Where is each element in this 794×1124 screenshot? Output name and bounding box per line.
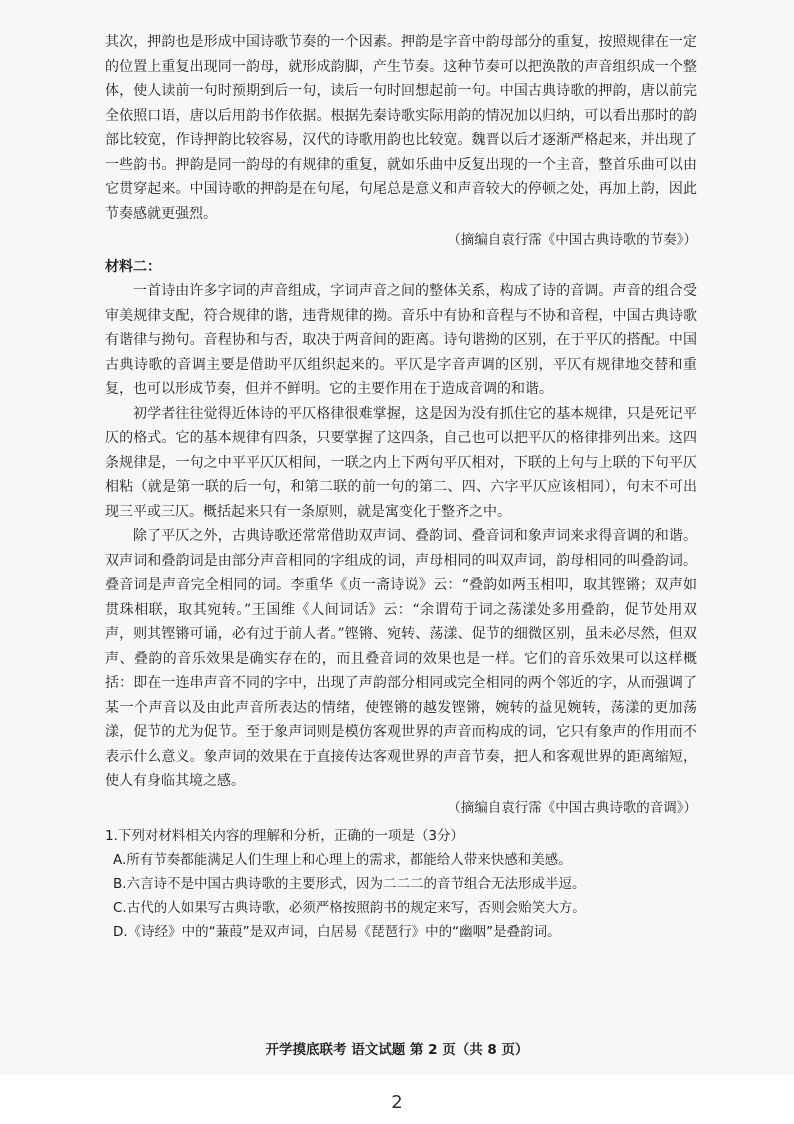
material2-heading: 材料二： (105, 258, 161, 275)
material1-source: （摘编自袁行霈《中国古典诗歌的节奏》） (447, 232, 697, 248)
material2-source: （摘编自袁行霈《中国古典诗歌的音调》） (447, 799, 697, 816)
page-content (105, 30, 697, 944)
question-1-option-d: D.《诗经》中的“蒹葭”是双声词，白居易《琵琶行》中的“幽咽”是叠韵词。 (113, 924, 561, 940)
page-number: 2 (391, 1092, 403, 1113)
question-1-option-c: C.古代的人如果写古典诗歌，必须严格按照韵书的规定来写，否则会贻笑大方。 (113, 900, 586, 916)
material1-paragraph: 其次，押韵也是形成中国诗歌节奏的一个因素。押韵是字音中韵母部分的重复，按照规律在一定的位置上重复出现同一韵母，就形成韵脚，产生节奏。这种节奏可以把涣散的声音组织成一个整体，使人读前一句时预期到后一句，读后一句时回想起前一句。中国古典诗歌的押韵，唐以前完全依照口语，唐以后用韵书作依据。根据先秦诗歌实际用韵的情况加以归纳，可以看出那时的韵部比较宽，作诗押韵比较容易，汉代的诗歌用韵也比较宽。魏晋以后才逐渐严格起来，并出现了一些韵书。押韵是同一韵母的有规律的重复，就如乐曲中反复出现的一个主音，整首乐曲可以由它贯穿起来。中国诗歌的押韵是在句尾，句尾总是意义和声音较大的停顿之处，再加上韵，因此节奏感就更强烈。 (105, 34, 697, 222)
material2-paragraph-2: 初学者往往觉得近体诗的平仄格律很难掌握，这是因为没有抓住它的基本规律，只是死记平仄的格式。它的基本规律有四条，只要掌握了这四条，自己也可以把平仄的格律排列出来。这四条规律是，一句之中平平仄仄相间，一联之内上下两句平仄相对，下联的上句与上联的下句平仄相粘（就是第一联的后一句，和第二联的前一句的第二、四、六字平仄应该相同），句末不可出现三平或三仄。概括起来只有一条原则，就是寓变化于整齐之中。 (105, 405, 697, 520)
question-1-stem: 1.下列对材料相关内容的理解和分析，正确的一项是（3分） (105, 828, 464, 844)
material2-paragraph-3: 除了平仄之外，古典诗歌还常常借助双声词、叠韵词、叠音词和象声词来求得音调的和谐。双声词和叠韵词是由部分声音相同的字组成的词，声母相同的叫双声词，韵母相同的叫叠韵词。叠音词是声音完全相同的词。李重华《贞一斋诗说》云：“叠韵如两玉相叩，取其铿锵；双声如贯珠相联，取其宛转。”王国维《人间词话》云：“余谓苟于词之荡漾处多用叠韵，促节处用双声，则其铿锵可诵，必有过于前人者。”铿锵、宛转、荡漾、促节的细微区别，虽未必尽然，但双声、叠韵的音乐效果是确实存在的，而且叠音词的效果也是一样。它们的音乐效果可以这样概括：即在一连串声音不同的字中，出现了声韵部分相同或完全相同的两个邻近的字，从而强调了某一个声音以及由此声音所表达的情绪，使铿锵的越发铿锵，婉转的益见婉转，荡漾的更加荡漾，促节的尤为促节。至于象声词则是模仿客观世界的声音而构成的词，它只有象声的作用而不表示什么意义。象声词的效果在于直接传达客观世界的声音节奏，把人和客观世界的距离缩短，使人有身临其境之感。 (105, 528, 697, 789)
page-footer: 开学摸底联考 语文试题 第 2 页（共 8 页） (265, 1042, 529, 1058)
material2-paragraph-1: 一首诗由许多字词的声音组成，字词声音之间的整体关系，构成了诗的音调。声音的组合受审美规律支配，符合规律的谐，违背规律的拗。音乐中有协和音程与不协和音程，中国古典诗歌有谐律与拗句。音程协和与否，取决于两音间的距离。诗句谐拗的区别，在于平仄的搭配。中国古典诗歌的音调主要是借助平仄组织起来的。平仄是字音声调的区别，平仄有规律地交替和重复，也可以形成节奏，但并不鲜明。它的主要作用在于造成音调的和谐。 (105, 283, 697, 397)
question-1-option-b: B.六言诗不是中国古典诗歌的主要形式，因为二二二的音节组合无法形成半逗。 (113, 876, 586, 892)
question-1 (105, 824, 697, 944)
question-1-option-a: A.所有节奏都能满足人们生理上和心理上的需求，都能给人带来快感和美感。 (113, 852, 572, 868)
